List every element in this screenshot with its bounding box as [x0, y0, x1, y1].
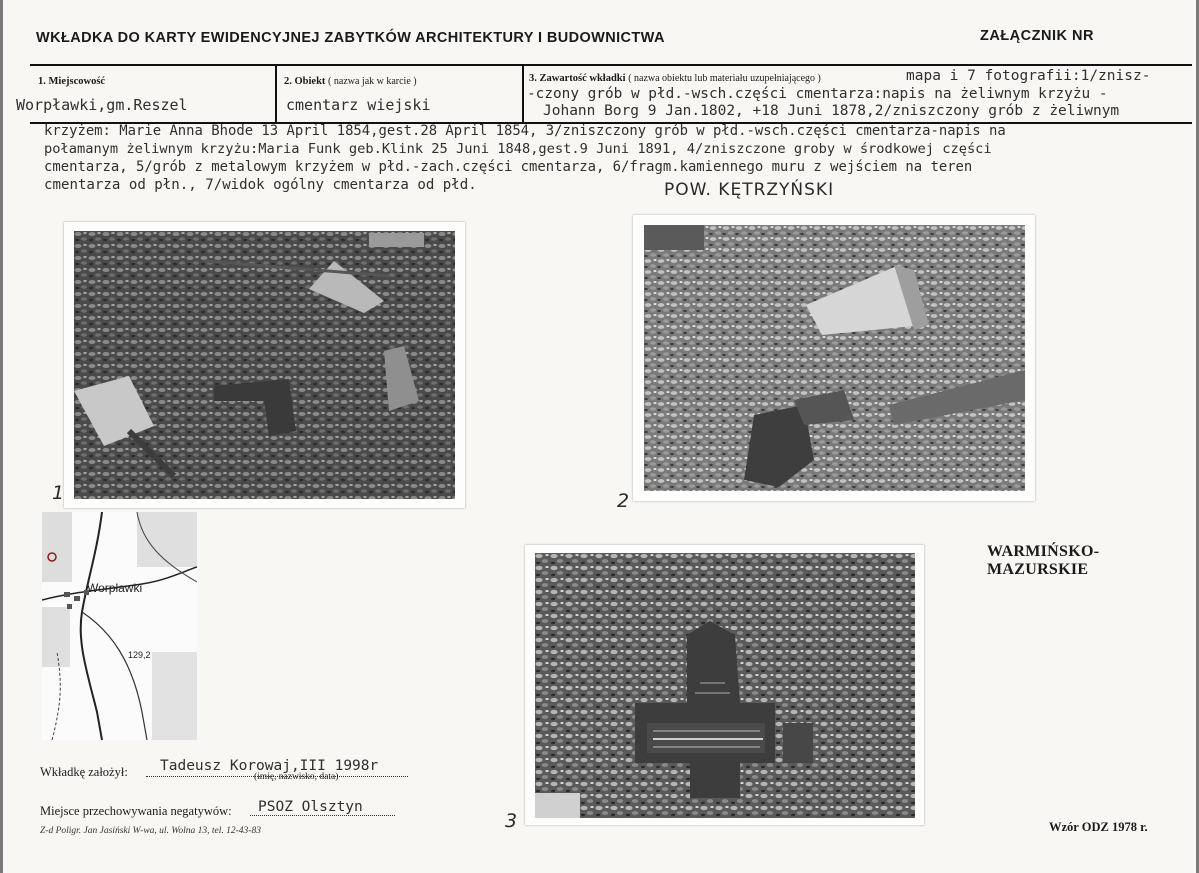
- county-handwritten-note: POW. KĘTRZYŃSKI: [664, 180, 835, 200]
- description-line-4: krzyżem: Marie Anna Bhode 13 April 1854,gest.28 April 1854, 3/zniszczony grób w płd.-wsch.części cmentarza-napis na: [44, 123, 1006, 139]
- top-rule: [30, 64, 1192, 66]
- annex-label: ZAŁĄCZNIK NR: [980, 28, 1094, 44]
- photo-1-broken-grave: [74, 231, 455, 499]
- printer-note: Z-d Poligr. Jan Jasiński W-wa, ul. Wolna 13, tel. 12-43-83: [40, 826, 261, 836]
- object-label-main: 2. Obiekt: [284, 76, 326, 87]
- storage-value: PSOZ Olsztyn: [258, 799, 363, 815]
- storage-label: Miejsce przechowywania negatywów:: [40, 804, 232, 818]
- photo-3-cast-iron-cross: [535, 553, 915, 818]
- left-edge-shadow: [0, 0, 3, 873]
- description-line-6: cmentarza, 5/grób z metalowym krzyżem w płd.-zach.części cmentarza, 6/fragm.kamiennego muru z wejściem na teren: [44, 159, 973, 175]
- author-label: Wkładkę założył:: [40, 765, 128, 779]
- locality-label: 1. Miejscowość: [38, 76, 106, 87]
- storage-line: [250, 815, 395, 816]
- region-line-1: WARMIŃSKO-: [987, 543, 1100, 560]
- author-value: Tadeusz Korowaj,III 1998r: [160, 758, 379, 774]
- region-name: [987, 543, 1099, 579]
- map-elevation-label: 129,2: [128, 650, 151, 660]
- form-model: Wzór ODZ 1978 r.: [1049, 820, 1148, 834]
- description-line-7: cmentarza od płn., 7/widok ogólny cmentarza od płd.: [44, 177, 477, 193]
- description-line-1: mapa i 7 fotografii:1/znisz-: [906, 68, 1151, 84]
- photo-3-image: [535, 553, 915, 818]
- object-label: [284, 76, 417, 87]
- map-place-label: Worpławki: [87, 581, 143, 595]
- object-label-sub: ( nazwa jak w karcie ): [328, 76, 417, 87]
- locality-value: Worpławki,gm.Reszel: [16, 96, 188, 114]
- content-label-main: 3. Zawartość wkładki: [529, 73, 626, 84]
- object-value: cmentarz wiejski: [286, 96, 431, 114]
- photo-1-image: [74, 231, 455, 499]
- photo-1-number: 1: [52, 482, 65, 504]
- photo-2-broken-cross: [644, 225, 1025, 491]
- location-map: [42, 512, 197, 740]
- form-title: WKŁADKA DO KARTY EWIDENCYJNEJ ZABYTKÓW ARCHITEKTURY I BUDOWNICTWA: [36, 30, 665, 46]
- description-line-5: połamanym żeliwnym krzyżu:Maria Funk geb.Klink 25 Juni 1848,gest.9 Juni 1891, 4/zniszczone groby w środkowej części: [44, 141, 992, 157]
- description-line-2: -czony grób w płd.-wsch.części cmentarza:napis na żeliwnym krzyżu -: [527, 86, 1108, 102]
- map-drawing: [42, 512, 197, 740]
- content-label-sub: ( nazwa obiektu lub materiału uzupełniającego ): [628, 73, 821, 84]
- photo-2-number: 2: [617, 490, 630, 512]
- field-divider-2: [522, 65, 524, 122]
- region-line-2: MAZURSKIE: [987, 561, 1089, 578]
- photo-2-image: [644, 225, 1025, 491]
- photo-3-number: 3: [505, 810, 518, 832]
- field-divider-1: [275, 65, 277, 122]
- description-line-3: Johann Borg 9 Jan.1802, +18 Juni 1878,2/zniszczony grób z żeliwnym: [543, 103, 1120, 119]
- author-hint: (imię, nazwisko, data): [254, 772, 339, 782]
- content-label: [529, 73, 821, 84]
